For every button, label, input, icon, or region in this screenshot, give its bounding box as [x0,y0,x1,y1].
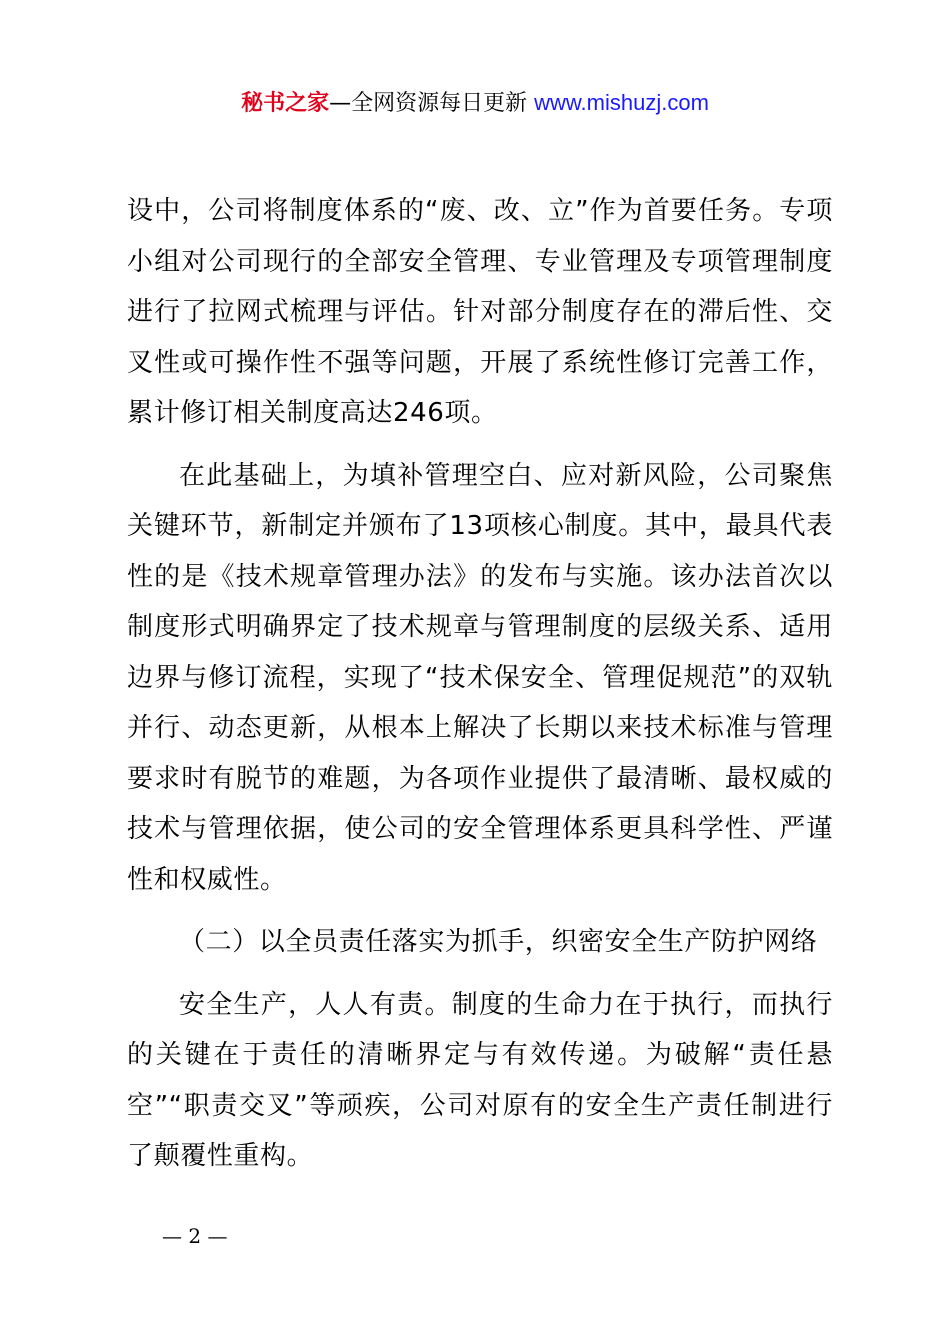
page-number: — 2 — [162,1224,228,1248]
paragraph-continued: 设中，公司将制度体系的“废、改、立”作为首要任务。专项小组对公司现行的全部安全管理、专业管理及专项管理制度进行了拉网式梳理与评估。针对部分制度存在的滞后性、交叉性或可操作性不强等问题，开展了系统性修订完善工作，累计修订相关制度高达246项。 [127,196,833,428]
paragraph-responsibility: 安全生产，人人有责。制度的生命力在于执行，而执行的关键在于责任的清晰界定与有效传递。为破解“责任悬空”“职责交叉”等顽疾，公司对原有的安全生产责任制进行了颠覆性重构。 [127,989,833,1171]
header-tagline: —全网资源每日更新 [329,91,535,116]
page-header [0,86,950,121]
header-site-link[interactable]: www.mishuzj.com [534,90,709,115]
section-heading: （二）以全员责任落实为抓手，织密安全生产防护网络 [179,927,818,957]
paragraph-new-regulations: 在此基础上，为填补管理空白、应对新风险，公司聚焦关键环节，新制定并颁布了13项核心制度。其中，最具代表性的是《技术规章管理办法》的发布与实施。该办法首次以制度形式明确界定了技术规章与管理制度的层级关系、适用边界与修订流程，实现了“技术保安全、管理促规范”的双轨并行、动态更新，从根本上解决了长期以来技术标准与管理要求时有脱节的难题，为各项作业提供了最清晰、最权威的技术与管理依据，使公司的安全管理体系更具科学性、严谨性和权威性。 [127,460,833,895]
header-brand: 秘书之家 [241,91,330,116]
document-body [127,186,833,1182]
